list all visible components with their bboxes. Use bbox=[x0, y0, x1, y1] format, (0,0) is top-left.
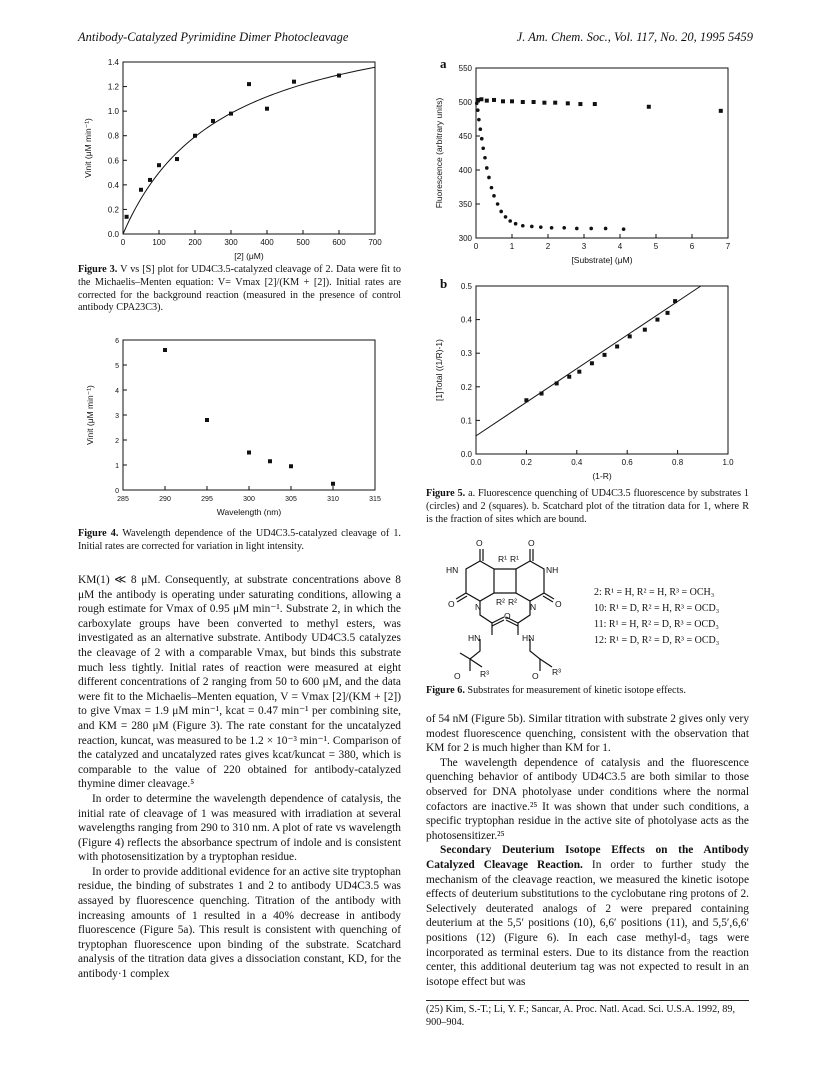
data-point bbox=[337, 74, 341, 78]
figure-5b-chart bbox=[428, 280, 748, 485]
data-point bbox=[175, 157, 179, 161]
figure-6-caption-text: Substrates for measurement of kinetic isotope effects. bbox=[467, 685, 686, 696]
data-point bbox=[521, 224, 525, 228]
y-tick-label: 0.4 bbox=[107, 180, 119, 190]
x-tick-label: 0.4 bbox=[571, 458, 583, 467]
data-point bbox=[211, 119, 215, 123]
data-point bbox=[501, 99, 505, 103]
data-point bbox=[476, 108, 480, 112]
y-tick-label: 0.8 bbox=[107, 131, 119, 141]
data-point bbox=[331, 482, 335, 486]
y-tick-label: 400 bbox=[458, 166, 472, 175]
data-point bbox=[205, 418, 209, 422]
n-label: N bbox=[475, 602, 482, 612]
section-body: In order to further study the mechanism of the cleavage reaction, we measured the kinetic isotope effects of deuterium substitutions to the cyclobutane ring protons of 2. Selectively deuterated analogs of 2 were prepared containing deuterium at the 5,5′ positions (10), 6,6′ positions (11), and 5,5′,6,6′ positions (12) (Figure 6). In each case methyl-d₃ tags were incorporated as terminal esters. Due to its distance from the reaction center, this additional deuterium tag was not expected to result in an isotope effect but was bbox=[426, 858, 749, 988]
x-tick-label: 0.8 bbox=[672, 458, 684, 467]
substituent-row: 10: R¹ = D, R² = H, R³ = OCD₃ bbox=[594, 603, 720, 614]
x-tick-label: 500 bbox=[296, 238, 310, 247]
x-tick-label: 1 bbox=[509, 242, 515, 251]
x-tick-label: 700 bbox=[368, 238, 382, 247]
x-tick-label: 0.6 bbox=[621, 458, 633, 467]
plot-frame bbox=[123, 340, 375, 490]
figure-4-caption-text: Wavelength dependence of the UD4C3.5-catalyzed cleavage of 1. Initial rates are corrected for variation in light intensity. bbox=[78, 528, 401, 552]
y-tick-label: 300 bbox=[458, 234, 472, 243]
carbonyl-o: O bbox=[454, 671, 461, 681]
y-tick-label: 1.2 bbox=[107, 82, 119, 92]
carbonyl-o: O bbox=[532, 671, 539, 681]
data-point bbox=[492, 194, 496, 198]
data-point bbox=[540, 392, 544, 396]
plot-frame bbox=[476, 68, 728, 238]
figure-6-structure bbox=[440, 535, 600, 685]
y-axis-label: Fluorescence (arbitrary units) bbox=[434, 97, 444, 209]
paragraph: In order to provide additional evidence for an active site tryptophan residue, the binding of substrates 1 and 2 to antibody UD4C3.5 was assayed by fluorescence quenching. Titration of the antibody with increasing amounts of 1 resulted in a 40% decrease in antibody fluorescence (Figure 5a). This result is consistent with quenching of tryptophan fluorescence upon binding of the substrate. Scatchard analysis of the titration data gives a dissociation constant, KD, for the antibody·1 complex bbox=[78, 865, 401, 981]
x-tick-label: 0.2 bbox=[520, 458, 532, 467]
data-point bbox=[139, 188, 143, 192]
left-column-text bbox=[78, 573, 401, 982]
data-point bbox=[532, 100, 536, 104]
data-point bbox=[157, 163, 161, 167]
data-point bbox=[647, 105, 651, 109]
data-point bbox=[479, 127, 483, 131]
y-axis-label: Vinit (μM min⁻¹) bbox=[85, 385, 95, 445]
y-tick-label: 0.4 bbox=[460, 315, 472, 325]
x-tick-label: 100 bbox=[152, 238, 166, 247]
data-point bbox=[655, 318, 659, 322]
paragraph: of 54 nM (Figure 5b). Similar titration with substrate 2 gives only very modest fluorescence quenching, consistent with the observation that KM for 2 is much higher than KM for 1. bbox=[426, 713, 750, 755]
x-tick-label: 290 bbox=[159, 496, 171, 503]
substituent-row: 11: R¹ = H, R² = D, R³ = OCD₃ bbox=[594, 619, 719, 630]
figure-3-caption-text: V vs [S] plot for UD4C3.5-catalyzed cleavage of 2. Data were fit to the Michaelis–Menten equation: V= Vmax [2]/(KM + [2]). Initial rates are corrected for the background reaction (measured in the presence of control antibody CPA23C3). bbox=[78, 264, 401, 314]
data-point bbox=[487, 176, 491, 180]
data-point bbox=[604, 227, 608, 231]
data-point bbox=[539, 225, 543, 229]
data-point bbox=[125, 215, 129, 219]
figure-4-chart bbox=[78, 334, 398, 524]
y-axis-label: Vinit (μM min⁻¹) bbox=[83, 118, 93, 178]
figure-3-caption bbox=[78, 264, 401, 315]
y-tick-label: 1.0 bbox=[107, 107, 119, 117]
r3-label: R³ bbox=[480, 669, 489, 679]
y-tick-label: 0.1 bbox=[460, 416, 472, 426]
x-tick-label: 300 bbox=[243, 496, 255, 503]
figure-5-label: Figure 5. bbox=[426, 488, 466, 499]
x-tick-label: 3 bbox=[581, 242, 587, 251]
figure-5b-panel-letter: b bbox=[440, 276, 448, 291]
r3-label: R³ bbox=[552, 667, 561, 677]
x-tick-label: 200 bbox=[188, 238, 202, 247]
x-tick-label: 295 bbox=[201, 496, 213, 503]
data-point bbox=[163, 348, 167, 352]
data-point bbox=[292, 80, 296, 84]
x-tick-label: 5 bbox=[653, 242, 659, 251]
y-tick-label: 6 bbox=[115, 338, 119, 345]
data-point bbox=[485, 99, 489, 103]
carbonyl-o: O bbox=[504, 611, 511, 621]
carbonyl-o: O bbox=[448, 599, 455, 609]
data-point bbox=[524, 398, 528, 402]
data-point bbox=[492, 98, 496, 102]
data-point bbox=[666, 311, 670, 315]
footnote-25: (25) Kim, S.-T.; Li, Y. F.; Sancar, A. Proc. Natl. Acad. Sci. U.S.A. 1992, 89, 900–904. bbox=[426, 1000, 749, 1030]
x-tick-label: 305 bbox=[285, 496, 297, 503]
data-point bbox=[229, 112, 233, 116]
r2-label: R² bbox=[496, 597, 505, 607]
data-point bbox=[514, 222, 518, 226]
data-point bbox=[508, 219, 512, 223]
data-point bbox=[504, 215, 508, 219]
x-axis-label: (1-R) bbox=[592, 471, 612, 481]
data-point bbox=[567, 375, 571, 379]
y-tick-label: 0 bbox=[115, 488, 119, 495]
figure-6-substituent-list bbox=[594, 585, 719, 649]
data-point bbox=[499, 210, 503, 214]
figure-5a-panel-letter: a bbox=[440, 56, 447, 71]
x-axis-label: Wavelength (nm) bbox=[216, 507, 282, 517]
paragraph: The wavelength dependence of catalysis and the fluorescence quenching behavior of antibody UD4C3.5 are both similar to those observed for DNA photolyase under conditions where the normal cofactors are inactive.²⁵ It was shown that under such conditions, a specific tryptophan residue in the active site of photolyase acts as the photosensitizer.²⁵ bbox=[426, 756, 749, 842]
x-axis-label: [2] (μM) bbox=[234, 251, 264, 261]
hn-label: HN bbox=[446, 565, 459, 575]
figure-4-label: Figure 4. bbox=[78, 528, 119, 539]
y-tick-label: 3 bbox=[115, 413, 119, 420]
data-point bbox=[247, 82, 251, 86]
running-title: Antibody-Catalyzed Pyrimidine Dimer Photocleavage bbox=[78, 30, 349, 44]
data-point bbox=[265, 107, 269, 111]
y-tick-label: 5 bbox=[115, 363, 119, 370]
data-point bbox=[490, 186, 494, 190]
data-point bbox=[480, 137, 484, 141]
data-point bbox=[148, 178, 152, 182]
figure-6-label: Figure 6. bbox=[426, 685, 465, 696]
x-tick-label: 0 bbox=[473, 242, 479, 251]
x-tick-label: 0 bbox=[120, 238, 126, 247]
data-point bbox=[550, 226, 554, 230]
x-tick-label: 315 bbox=[369, 496, 381, 503]
data-point bbox=[476, 98, 480, 102]
x-tick-label: 310 bbox=[327, 496, 339, 503]
hn-label: HN bbox=[522, 633, 535, 643]
y-tick-label: 0.3 bbox=[460, 349, 472, 359]
y-tick-label: 0.2 bbox=[107, 205, 119, 215]
data-point bbox=[615, 344, 619, 348]
data-point bbox=[481, 146, 485, 150]
data-point bbox=[289, 464, 293, 468]
y-tick-label: 0.0 bbox=[107, 230, 119, 239]
data-point bbox=[477, 118, 481, 122]
data-point bbox=[673, 299, 677, 303]
y-tick-label: 450 bbox=[458, 132, 472, 141]
data-point bbox=[530, 225, 534, 229]
plot-frame bbox=[476, 286, 728, 454]
data-point bbox=[719, 109, 723, 113]
figure-5a-chart bbox=[428, 60, 748, 265]
data-point bbox=[553, 101, 557, 105]
x-tick-label: 400 bbox=[260, 238, 274, 247]
carbonyl-o: O bbox=[476, 538, 483, 548]
data-point bbox=[589, 227, 593, 231]
y-tick-label: 0.2 bbox=[460, 382, 472, 392]
data-point bbox=[193, 134, 197, 138]
r1-label: R¹ bbox=[498, 554, 507, 564]
x-tick-label: 0.0 bbox=[470, 458, 482, 467]
data-point bbox=[496, 202, 500, 206]
y-tick-label: 1.4 bbox=[107, 58, 119, 67]
data-point bbox=[555, 381, 559, 385]
data-point bbox=[268, 459, 272, 463]
figure-3-chart bbox=[78, 58, 398, 273]
x-axis-label: [Substrate] (μM) bbox=[571, 255, 633, 265]
x-tick-label: 6 bbox=[689, 242, 695, 251]
x-tick-label: 600 bbox=[332, 238, 346, 247]
carbonyl-o: O bbox=[555, 599, 562, 609]
data-point bbox=[542, 101, 546, 105]
figure-5-caption bbox=[426, 488, 749, 526]
data-point bbox=[475, 102, 479, 106]
x-tick-label: 2 bbox=[545, 242, 551, 251]
plot-frame bbox=[123, 62, 375, 234]
data-point bbox=[593, 102, 597, 106]
right-column-text bbox=[426, 712, 749, 989]
journal-citation: J. Am. Chem. Soc., Vol. 117, No. 20, 1995 5459 bbox=[516, 30, 753, 44]
data-point bbox=[603, 353, 607, 357]
data-point bbox=[247, 451, 251, 455]
y-tick-label: 1 bbox=[115, 463, 119, 470]
section-paragraph bbox=[426, 843, 749, 989]
x-tick-label: 1.0 bbox=[722, 458, 734, 467]
substituent-row: 2: R¹ = H, R² = H, R³ = OCH₃ bbox=[594, 587, 715, 598]
n-label: N bbox=[530, 602, 537, 612]
y-tick-label: 0.5 bbox=[460, 282, 472, 291]
y-tick-label: 350 bbox=[458, 200, 472, 209]
data-point bbox=[483, 156, 487, 160]
figure-3-label: Figure 3. bbox=[78, 264, 118, 275]
data-point bbox=[577, 370, 581, 374]
data-point bbox=[643, 328, 647, 332]
data-point bbox=[566, 101, 570, 105]
data-point bbox=[485, 166, 489, 170]
fit-curve bbox=[476, 286, 701, 436]
data-point bbox=[510, 99, 514, 103]
y-tick-label: 550 bbox=[458, 64, 472, 73]
data-point bbox=[521, 100, 525, 104]
data-point bbox=[590, 361, 594, 365]
hn-label: HN bbox=[468, 633, 481, 643]
paragraph: In order to determine the wavelength dependence of catalysis, the initial rate of cleavage of 1 was measured with irradiation at several wavelengths ranging from 290 to 310 nm. A plot of rate vs wavelength (Figure 4) reflects the absorbance spectrum of indole and is consistent with photosensitization by a tryptophan residue. bbox=[78, 792, 401, 864]
y-tick-label: 0.6 bbox=[107, 156, 119, 166]
data-point bbox=[479, 97, 483, 101]
data-point bbox=[578, 102, 582, 106]
figure-6-caption bbox=[426, 685, 749, 698]
nh-label: NH bbox=[546, 565, 559, 575]
figure-4-caption bbox=[78, 528, 401, 554]
r2-label: R² bbox=[508, 597, 517, 607]
x-tick-label: 300 bbox=[224, 238, 238, 247]
substituent-row: 12: R¹ = D, R² = D, R³ = OCD₃ bbox=[594, 635, 720, 646]
y-tick-label: 0.0 bbox=[460, 450, 472, 459]
r1-label: R¹ bbox=[510, 554, 519, 564]
figure-5-caption-text: a. Fluorescence quenching of UD4C3.5 fluorescence by substrates 1 (circles) and 2 (squares). b. Scatchard plot of the titration data for 1, where R is the fraction of sites which are bound. bbox=[426, 488, 749, 525]
data-point bbox=[622, 227, 626, 231]
fit-curve bbox=[123, 67, 375, 234]
x-tick-label: 285 bbox=[117, 496, 129, 503]
carbonyl-o: O bbox=[528, 538, 535, 548]
x-tick-label: 4 bbox=[617, 242, 623, 251]
y-tick-label: 500 bbox=[458, 98, 472, 107]
data-point bbox=[562, 226, 566, 230]
y-tick-label: 2 bbox=[115, 438, 119, 445]
x-tick-label: 7 bbox=[725, 242, 731, 251]
y-tick-label: 4 bbox=[115, 388, 119, 395]
y-axis-label: [1]Total ((1/R)-1) bbox=[434, 339, 444, 401]
data-point bbox=[628, 334, 632, 338]
data-point bbox=[575, 227, 579, 231]
section-heading: Secondary Deuterium Isotope Effects on the Antibody Catalyzed Cleavage Reaction. bbox=[426, 844, 749, 871]
paragraph: KM(1) ≪ 8 μM. Consequently, at substrate concentrations above 8 μM the antibody is operating under saturating conditions, allowing a rough estimate for Vmax of 0.95 μM min⁻¹. Substrate 2, in which the carboxylate groups have been converted to methyl esters, was investigated as an alternative substrate. Antibody UD4C3.5 catalyzes the cleavage of 2 with a comparable Vmax, but binds this substrate much less tightly. Initial rates of reaction were measured at eight different concentrations of 2 ranging from 50 to 600 μM, and the data were fit to the Michaelis–Menten equation, V = Vmax [2]/(KM + [2]) to give Vmax = 1.9 μM min⁻¹, kcat = 0.47 min⁻¹ per combining site, and KM = 280 μM (Figure 3). The rate constant for the uncatalyzed reaction, kuncat, was measured to be 1.2 × 10⁻³ min⁻¹. Comparison of the catalyzed and uncatalyzed rates gives kcat/kuncat = 380, which is comparable to the value of 220 obtained for antibody-catalyzed thymine dimer cleavage.⁵ bbox=[78, 574, 401, 791]
